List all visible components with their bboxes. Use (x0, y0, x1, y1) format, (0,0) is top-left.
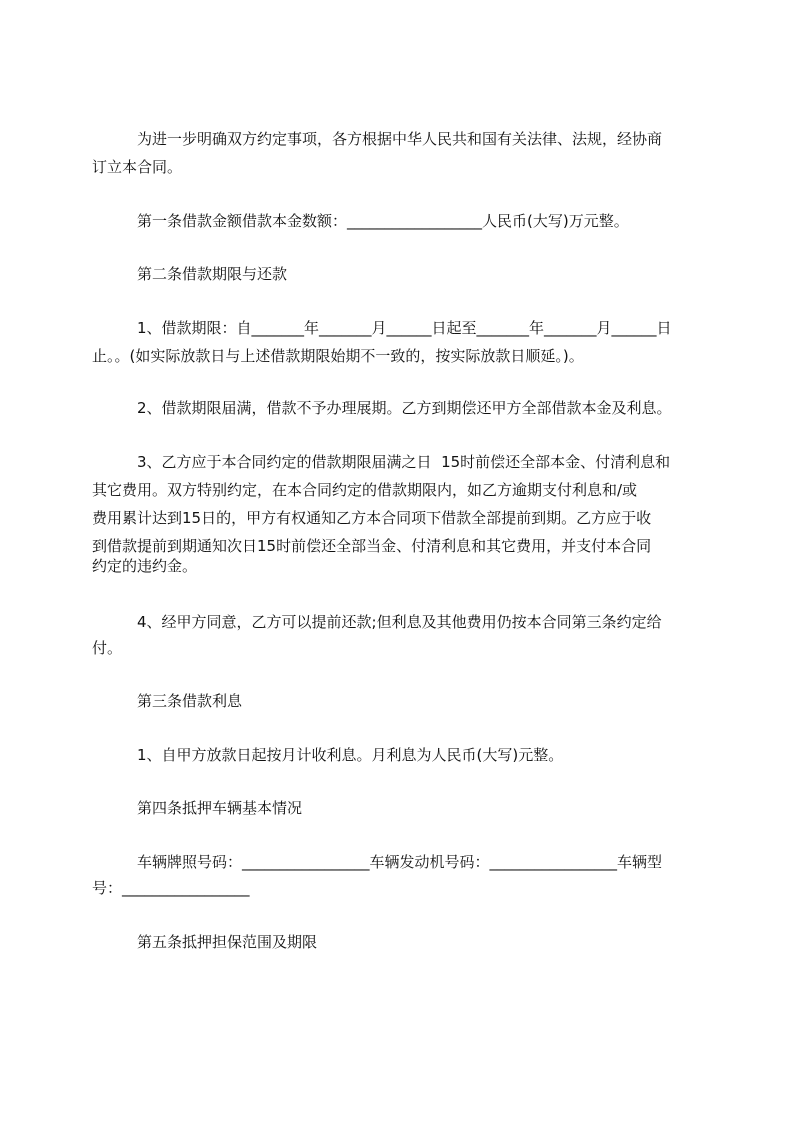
article-3-item-1: 1、自甲方放款日起按月计收利息。月利息为人民币(大写)元整。 (137, 746, 564, 764)
intro-paragraph-line-1: 为进一步明确双方约定事项，各方根据中华人民共和国有关法律、法规，经协商 (137, 130, 663, 148)
article-4-vehicle-info-line-1: 车辆牌照号码：_________________车辆发动机号码：_________________车辆型 (137, 853, 663, 871)
intro-paragraph-line-2: 订立本合同。 (92, 158, 183, 176)
article-2-item-3-line-1: 3、乙方应于本合同约定的借款期限届满之日 15时前偿还全部本金、付清利息和 (137, 453, 671, 471)
article-2-item-4-line-1: 4、经甲方同意，乙方可以提前还款;但利息及其他费用仍按本合同第三条约定给 (137, 613, 662, 631)
article-2-item-1-line-1: 1、借款期限：自_______年_______月______日起至_______年_______月______日 (137, 319, 672, 337)
article-5-heading: 第五条抵押担保范围及期限 (137, 933, 318, 951)
article-2-item-3-line-3: 费用累计达到15日的，甲方有权通知乙方本合同项下借款全部提前到期。乙方应于收 (92, 509, 652, 527)
article-2-item-2: 2、借款期限届满，借款不予办理展期。乙方到期偿还甲方全部借款本金及利息。 (137, 399, 672, 417)
article-4-vehicle-info-line-2: 号：_________________ (92, 879, 250, 897)
article-2-item-3-line-5: 约定的违约金。 (92, 557, 198, 575)
article-2-item-3-line-4: 到借款提前到期通知次日15时前偿还全部当金、付清利息和其它费用，并支付本合同 (92, 537, 652, 555)
article-2-item-1-line-2: 止。。(如实际放款日与上述借款期限始期不一致的，按实际放款日顺延。)。 (92, 347, 584, 365)
article-2-item-3-line-2: 其它费用。双方特别约定，在本合同约定的借款期限内，如乙方逾期支付利息和/或 (92, 481, 638, 499)
article-4-heading: 第四条抵押车辆基本情况 (137, 799, 303, 817)
article-1-loan-amount: 第一条借款金额借款本金数额：__________________人民币(大写)万元整。 (137, 212, 629, 230)
article-2-item-4-line-2: 付。 (92, 639, 123, 657)
article-3-heading: 第三条借款利息 (137, 692, 243, 710)
article-2-heading: 第二条借款期限与还款 (137, 265, 288, 283)
